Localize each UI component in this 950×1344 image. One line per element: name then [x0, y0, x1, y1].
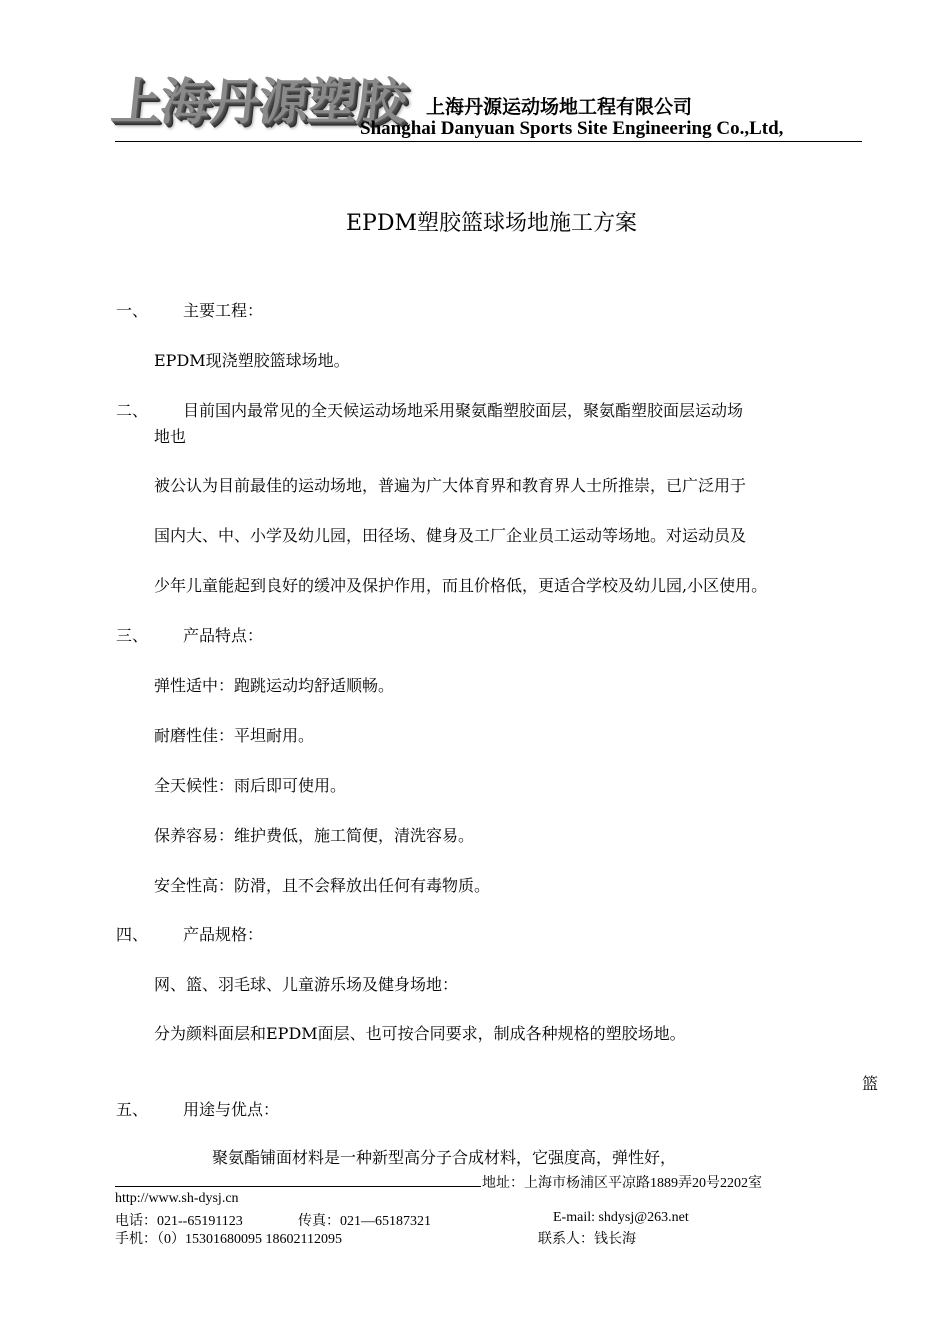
section-5-number: 五、 — [116, 1100, 149, 1119]
section-5-line: 聚氨酯铺面材料是一种新型高分子合成材料，它强度高，弹性好， — [212, 1148, 677, 1167]
feature-item: 安全性高：防滑，且不会释放出任何有毒物质。 — [154, 876, 491, 895]
section-5-heading: 用途与优点： — [183, 1100, 280, 1119]
section-4-line: 网、篮、羽毛球、儿童游乐场及健身场地： — [154, 975, 459, 994]
section-2-line: 被公认为目前最佳的运动场地，普遍为广大体育界和教育界人士所推崇，已广泛用于 — [154, 476, 747, 495]
footer-website[interactable]: http://www.sh-dysj.cn — [115, 1191, 239, 1206]
company-name-cn: 上海丹源运动场地工程有限公司 — [426, 96, 693, 118]
section-3-heading: 产品特点： — [183, 626, 264, 645]
section-1-number: 一、 — [116, 301, 149, 320]
page-title: EPDM塑胶篮球场地施工方案 — [346, 211, 638, 236]
feature-item: 弹性适中：跑跳运动均舒适顺畅。 — [154, 676, 395, 695]
section-4-line: 分为颜料面层和EPDM面层、也可按合同要求，制成各种规格的塑胶场地。 — [154, 1024, 686, 1043]
footer-email[interactable]: E-mail: shdysj@263.net — [553, 1210, 689, 1225]
header-divider — [115, 141, 862, 142]
footer-contact: 联系人：钱长海 — [538, 1232, 636, 1247]
section-2-line: 地也 — [154, 427, 187, 446]
section-2-line: 目前国内最常见的全天候运动场地采用聚氨酯塑胶面层，聚氨酯塑胶面层运动场 — [183, 401, 744, 420]
feature-item: 全天候性：雨后即可使用。 — [154, 776, 347, 795]
footer-phone: 电话：021--65191123 — [115, 1214, 243, 1229]
footer-mobile: 手机：（0）15301680095 18602112095 — [115, 1232, 342, 1247]
section-2-number: 二、 — [116, 401, 149, 420]
footer-fax: 传真：021—65187321 — [298, 1214, 431, 1229]
footer-address: 地址：上海市杨浦区平凉路1889弄20号2202室 — [482, 1176, 762, 1191]
section-3-number: 三、 — [116, 626, 149, 645]
section-4-number: 四、 — [116, 925, 149, 944]
stray-character: 篮 — [862, 1074, 879, 1093]
section-2-line: 少年儿童能起到良好的缓冲及保护作用，而且价格低，更适合学校及幼儿园,小区使用。 — [154, 576, 768, 595]
feature-item: 耐磨性佳：平坦耐用。 — [154, 726, 315, 745]
section-2-line: 国内大、中、小学及幼儿园，田径场、健身及工厂企业员工运动等场地。对运动员及 — [154, 526, 747, 545]
section-4-heading: 产品规格： — [183, 925, 264, 944]
company-logo: 上海丹源塑胶 — [108, 73, 409, 131]
feature-item: 保养容易：维护费低，施工简便，清洗容易。 — [154, 826, 475, 845]
company-name-en: Shanghai Danyuan Sports Site Engineering Co.,Ltd, — [360, 118, 784, 139]
footer-divider — [115, 1186, 481, 1187]
section-1-heading: 主要工程： — [183, 301, 264, 320]
section-1-body: EPDM现浇塑胶篮球场地。 — [154, 351, 350, 370]
